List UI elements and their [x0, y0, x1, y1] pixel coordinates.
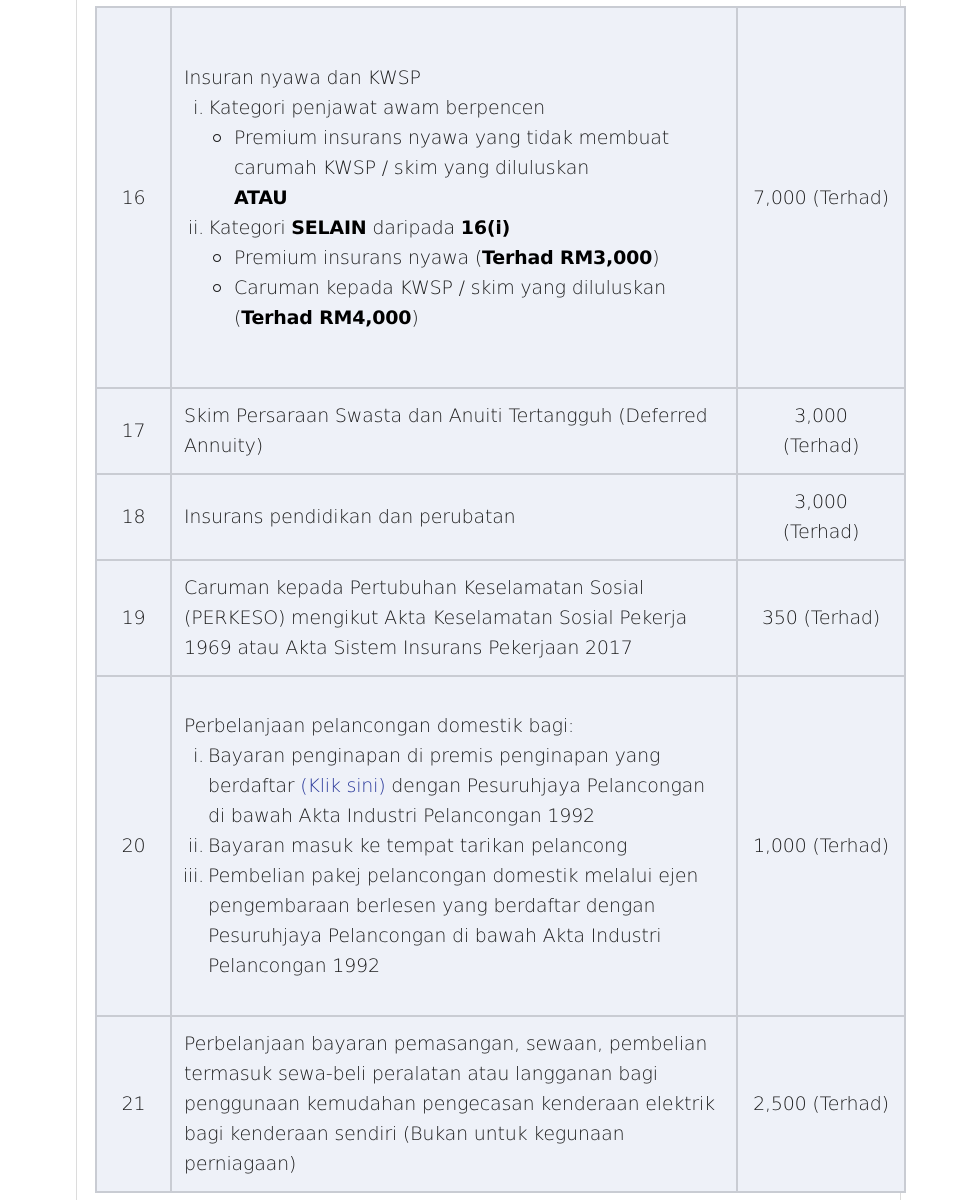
bold-text: ATAU [234, 186, 288, 209]
row-number: 16 [96, 7, 171, 388]
page-frame-left [76, 0, 77, 1200]
amount-value: 3,000 [794, 405, 848, 427]
bullet-list [208, 243, 726, 333]
list-text: daripada [366, 216, 461, 239]
item-title: Perbelanjaan pelancongan domestik bagi: [184, 715, 575, 737]
row-description: Insurans pendidikan dan perubatan [171, 474, 737, 560]
list-item [188, 213, 726, 333]
bullet-item [234, 243, 726, 273]
list-text: Kategori [208, 216, 292, 239]
list-number: iii. [182, 865, 204, 887]
list-text: Pembelian pakej pelancongan domestik melalui ejen pengembaraan berlesen yang berdaftar dengan Pesuruhjaya Pelancongan di bawah Akta Industri Pelancongan 1992 [208, 865, 699, 977]
amount-note: (Terhad) [782, 435, 860, 457]
row-description [171, 676, 737, 1016]
list-item [193, 93, 726, 213]
amount-value: 3,000 [794, 491, 848, 513]
bold-text: Terhad RM4,000 [241, 306, 412, 329]
row-amount [737, 474, 905, 560]
bullet-text: ) [411, 306, 419, 329]
sub-item-list [184, 741, 726, 981]
bullet-text: ) [652, 246, 660, 269]
table-row [96, 7, 905, 388]
tax-relief-table [95, 6, 906, 1193]
list-text: Kategori penjawat awam berpencen [208, 96, 545, 119]
bullet-item [234, 273, 726, 333]
table-row [96, 676, 905, 1016]
list-number: i. [193, 96, 204, 119]
bold-text: SELAIN [291, 216, 367, 239]
row-number: 19 [96, 560, 171, 676]
table-row [96, 474, 905, 560]
amount-note: (Terhad) [782, 521, 860, 543]
row-amount: 2,500 (Terhad) [737, 1016, 905, 1192]
bullet-text: Premium insurans nyawa yang tidak membuat carumah KWSP / skim yang diluluskan [234, 126, 669, 179]
list-text: dengan Pesuruhjaya Pelancongan di bawah Akta Industri Pelancongan 1992 [208, 775, 705, 827]
table-row [96, 388, 905, 474]
table-row [96, 560, 905, 676]
bullet-item [234, 123, 726, 213]
row-number: 18 [96, 474, 171, 560]
klik-sini-link[interactable]: (Klik sini) [300, 775, 386, 797]
list-number: ii. [188, 835, 204, 857]
list-number: ii. [188, 216, 204, 239]
list-item [188, 831, 726, 861]
list-text: Bayaran masuk ke tempat tarikan pelancong [208, 835, 628, 857]
row-amount [737, 388, 905, 474]
bold-text: Terhad RM3,000 [482, 246, 653, 269]
list-item [182, 861, 726, 981]
row-number: 20 [96, 676, 171, 1016]
bullet-list [208, 123, 726, 213]
item-title: Insuran nyawa dan KWSP [184, 66, 421, 89]
bullet-text: Premium insurans nyawa ( [234, 246, 483, 269]
row-description: Skim Persaraan Swasta dan Anuiti Tertangguh (Deferred Annuity) [171, 388, 737, 474]
list-number: i. [193, 745, 204, 767]
row-number: 17 [96, 388, 171, 474]
row-description: Perbelanjaan bayaran pemasangan, sewaan, pembelian termasuk sewa-beli peralatan atau langganan bagi penggunaan kemudahan pengecasan kenderaan elektrik bagi kenderaan sendiri (Bukan untuk kegunaan perniagaan) [171, 1016, 737, 1192]
bullet-text: Caruman kepada KWSP / skim yang diluluskan ( [234, 276, 666, 329]
bold-text: 16(i) [460, 216, 511, 239]
list-text: Bayaran penginapan di premis penginapan yang berdaftar [208, 745, 661, 797]
row-amount: 1,000 (Terhad) [737, 676, 905, 1016]
row-description [171, 7, 737, 388]
table-row [96, 1016, 905, 1192]
sub-item-list [184, 93, 726, 333]
row-amount: 350 (Terhad) [737, 560, 905, 676]
row-amount: 7,000 (Terhad) [737, 7, 905, 388]
row-number: 21 [96, 1016, 171, 1192]
list-item [193, 741, 726, 831]
row-description: Caruman kepada Pertubuhan Keselamatan Sosial (PERKESO) mengikut Akta Keselamatan Sosial Pekerja 1969 atau Akta Sistem Insurans Pekerjaan 2017 [171, 560, 737, 676]
